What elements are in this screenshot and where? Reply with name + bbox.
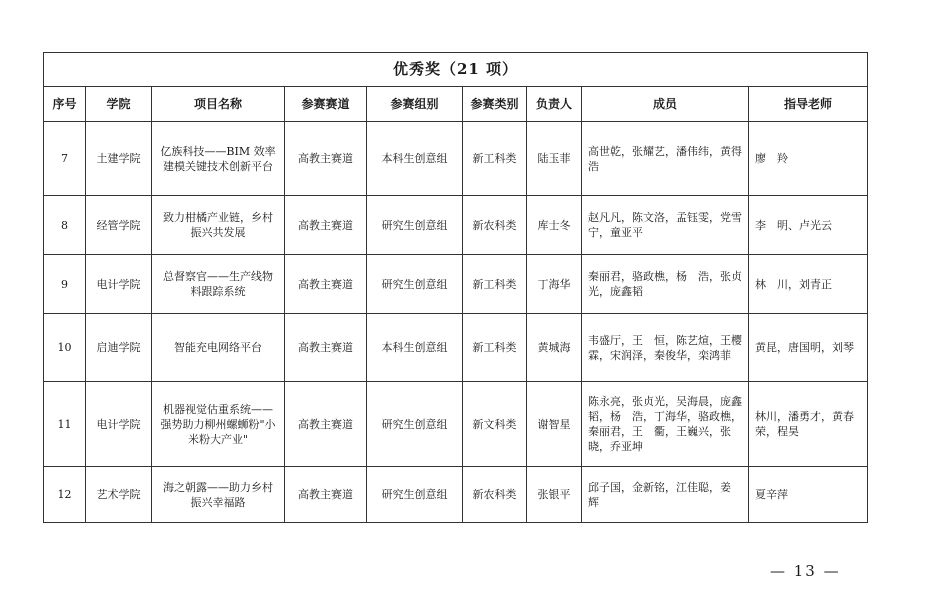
awards-table xyxy=(43,52,868,523)
header-project: 项目名称 xyxy=(152,87,285,122)
cell-college: 艺术学院 xyxy=(86,467,152,523)
cell-leader: 黄城海 xyxy=(527,314,582,382)
cell-project: 智能充电网络平台 xyxy=(152,314,285,382)
cell-track: 高教主赛道 xyxy=(285,122,367,196)
cell-category: 新农科类 xyxy=(463,467,527,523)
cell-category: 新工科类 xyxy=(463,122,527,196)
table-row xyxy=(44,467,868,523)
cell-members: 邱子国，金新铭，江佳聪，姜 辉 xyxy=(582,467,749,523)
cell-leader: 库士冬 xyxy=(527,196,582,255)
cell-advisors: 李 明、卢光云 xyxy=(749,196,868,255)
cell-track: 高教主赛道 xyxy=(285,467,367,523)
cell-project: 总督察官——生产线物料跟踪系统 xyxy=(152,255,285,314)
cell-no: 11 xyxy=(44,382,86,467)
cell-leader: 陆玉菲 xyxy=(527,122,582,196)
cell-group: 研究生创意组 xyxy=(367,382,463,467)
cell-project: 亿族科技——BIM 效率建模关键技术创新平台 xyxy=(152,122,285,196)
cell-track: 高教主赛道 xyxy=(285,196,367,255)
cell-college: 经管学院 xyxy=(86,196,152,255)
cell-no: 7 xyxy=(44,122,86,196)
cell-members: 陈永亮，张贞光，吴海晨，庞鑫韬，杨 浩，丁海华，骆政樵，秦丽君，王 衢，王巍兴，张 晓，乔亚坤 xyxy=(582,382,749,467)
cell-advisors: 夏辛萍 xyxy=(749,467,868,523)
table-row xyxy=(44,122,868,196)
cell-group: 研究生创意组 xyxy=(367,467,463,523)
cell-members: 赵凡凡，陈文洛，孟钰雯，党雪宁，童亚平 xyxy=(582,196,749,255)
cell-no: 8 xyxy=(44,196,86,255)
cell-track: 高教主赛道 xyxy=(285,314,367,382)
cell-no: 9 xyxy=(44,255,86,314)
page-number: — 13 — xyxy=(770,562,841,580)
cell-track: 高教主赛道 xyxy=(285,382,367,467)
table-title: 优秀奖（21 项） xyxy=(44,53,868,87)
cell-members: 高世乾，张耀艺，潘伟纬，黄得浩 xyxy=(582,122,749,196)
cell-category: 新工科类 xyxy=(463,314,527,382)
header-category: 参赛类别 xyxy=(463,87,527,122)
cell-advisors: 林川，潘勇才，黄春荣，程昊 xyxy=(749,382,868,467)
cell-members: 韦盛厅，王 恒，陈艺煊，王樱霖，宋润泽，秦俊华，栾鸿菲 xyxy=(582,314,749,382)
table-row xyxy=(44,196,868,255)
cell-advisors: 黄昆，唐国明，刘琴 xyxy=(749,314,868,382)
cell-group: 本科生创意组 xyxy=(367,314,463,382)
header-college: 学院 xyxy=(86,87,152,122)
cell-group: 本科生创意组 xyxy=(367,122,463,196)
cell-leader: 谢智星 xyxy=(527,382,582,467)
cell-leader: 丁海华 xyxy=(527,255,582,314)
header-group: 参赛组别 xyxy=(367,87,463,122)
cell-advisors: 廖 羚 xyxy=(749,122,868,196)
cell-no: 10 xyxy=(44,314,86,382)
cell-project: 机器视觉估重系统——强势助力柳州螺蛳粉"小米粉大产业" xyxy=(152,382,285,467)
cell-no: 12 xyxy=(44,467,86,523)
cell-college: 启迪学院 xyxy=(86,314,152,382)
header-row xyxy=(44,87,868,122)
cell-college: 电计学院 xyxy=(86,382,152,467)
cell-category: 新农科类 xyxy=(463,196,527,255)
cell-group: 研究生创意组 xyxy=(367,196,463,255)
cell-project: 海之朝露——助力乡村振兴幸福路 xyxy=(152,467,285,523)
cell-leader: 张银平 xyxy=(527,467,582,523)
cell-track: 高教主赛道 xyxy=(285,255,367,314)
header-no: 序号 xyxy=(44,87,86,122)
cell-group: 研究生创意组 xyxy=(367,255,463,314)
cell-project: 致力柑橘产业链，乡村振兴共发展 xyxy=(152,196,285,255)
cell-college: 电计学院 xyxy=(86,255,152,314)
cell-category: 新工科类 xyxy=(463,255,527,314)
table-row xyxy=(44,314,868,382)
table-row xyxy=(44,255,868,314)
table-row xyxy=(44,382,868,467)
table-title-row xyxy=(44,53,868,87)
cell-members: 秦丽君，骆政樵，杨 浩，张贞光，庞鑫韬 xyxy=(582,255,749,314)
header-track: 参赛赛道 xyxy=(285,87,367,122)
header-leader: 负责人 xyxy=(527,87,582,122)
cell-college: 土建学院 xyxy=(86,122,152,196)
header-members: 成员 xyxy=(582,87,749,122)
cell-category: 新文科类 xyxy=(463,382,527,467)
cell-advisors: 林 川，刘青正 xyxy=(749,255,868,314)
header-advisors: 指导老师 xyxy=(749,87,868,122)
